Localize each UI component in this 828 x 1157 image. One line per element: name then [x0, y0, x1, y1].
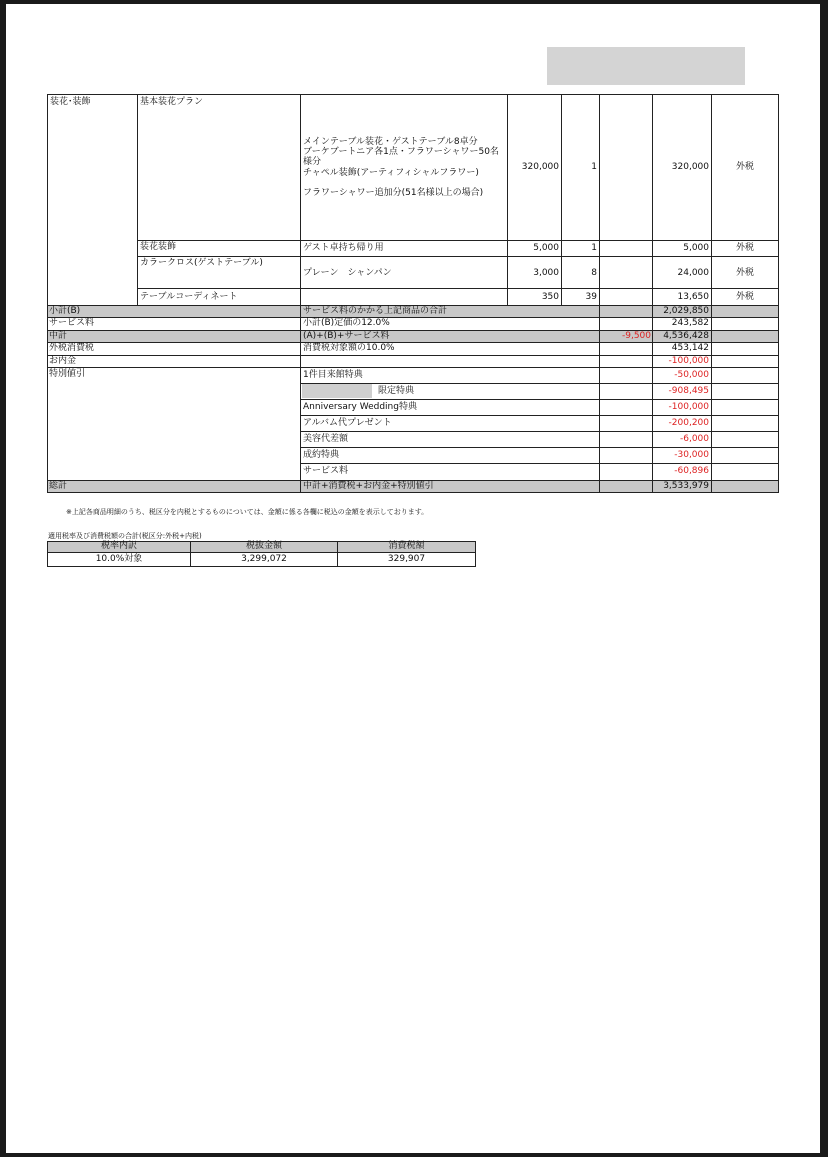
discount-amount: -50,000 — [674, 370, 709, 380]
item-tax-type: 外税 — [735, 243, 754, 253]
discount-desc: アルバム代プレゼント — [303, 418, 392, 428]
summary-label: サービス料 — [49, 318, 95, 328]
tax-note: ※上記各商品明細のうち、税区分を内税とするものについては、金額に係る各欄に税込の金額を表示しております。 — [66, 508, 429, 516]
discount-amount: -6,000 — [679, 434, 709, 444]
item-amount: 5,000 — [683, 243, 709, 253]
summary-desc: 消費税対象額の10.0% — [303, 343, 395, 353]
discount-amount: -908,495 — [668, 386, 709, 396]
discount-desc: 成約特典 — [303, 450, 340, 460]
item-desc-line: フラワーシャワー追加分(51名様以上の場合) — [303, 188, 484, 198]
redacted-text-block — [302, 384, 372, 398]
item-name: 装花装飾 — [140, 242, 177, 252]
discount-desc: 限定特典 — [378, 386, 415, 396]
summary-amount: -100,000 — [668, 356, 709, 366]
item-price: 350 — [541, 292, 559, 302]
tax-table-cell: 10.0%対象 — [95, 554, 143, 564]
tax-table-cell: 3,299,072 — [241, 554, 287, 564]
category-label: 装花･装飾 — [50, 97, 91, 107]
summary-label: 外税消費税 — [49, 343, 95, 353]
discount-amount: -200,200 — [668, 418, 709, 428]
summary-desc: 小計(B)定価の12.0% — [303, 318, 390, 328]
tax-table-cell: 329,907 — [387, 554, 426, 564]
item-tax-type: 外税 — [735, 268, 754, 278]
item-name: カラークロス(ゲストテーブル) — [140, 258, 263, 268]
discount-desc: 1件目来館特典 — [303, 370, 363, 380]
summary-label: お内金 — [49, 356, 77, 366]
item-price: 5,000 — [533, 243, 559, 253]
summary-amount: 453,142 — [671, 343, 709, 353]
summary-desc: (A)+(B)+サービス料 — [303, 331, 390, 341]
item-desc-line: チャペル装飾(アーティフィシャルフラワー) — [303, 168, 479, 178]
discount-amount: -60,896 — [674, 466, 709, 476]
item-desc: プレーン シャンパン — [303, 268, 392, 278]
item-qty: 1 — [591, 162, 597, 172]
total-desc: 中計+消費税+お内金+特別値引 — [303, 481, 434, 491]
item-desc: ゲスト卓持ち帰り用 — [303, 243, 384, 253]
discount-label: 特別値引 — [49, 369, 86, 379]
discount-desc: サービス料 — [303, 466, 349, 476]
item-amount: 320,000 — [671, 162, 709, 172]
item-tax-type: 外税 — [735, 162, 754, 172]
item-price: 320,000 — [521, 162, 559, 172]
summary-amount: 2,029,850 — [663, 306, 709, 316]
discount-amount: -100,000 — [668, 402, 709, 412]
total-label: 総計 — [49, 481, 68, 491]
total-amount: 3,533,979 — [663, 481, 709, 491]
summary-amount: 4,536,428 — [663, 331, 709, 341]
discount-desc: 美容代差額 — [303, 434, 349, 444]
summary-amount: 243,582 — [671, 318, 709, 328]
tax-table-header: 税抜金額 — [245, 541, 282, 551]
item-desc-line: ブーケブートニア各1点・フラワーシャワー50名 — [303, 147, 499, 157]
discount-amount: -30,000 — [674, 450, 709, 460]
tax-table-header: 消費税額 — [388, 541, 425, 551]
summary-adjustment: -9,500 — [621, 331, 651, 341]
discount-desc: Anniversary Wedding特典 — [303, 402, 417, 412]
item-amount: 13,650 — [677, 292, 709, 302]
item-desc-line: 様分 — [303, 157, 322, 167]
item-price: 3,000 — [533, 268, 559, 278]
summary-label: 小計(B) — [49, 306, 81, 316]
summary-label: 中計 — [49, 331, 68, 341]
summary-desc: サービス料のかかる上記商品の合計 — [303, 306, 448, 316]
item-name: テーブルコーディネート — [140, 292, 238, 302]
item-qty: 1 — [591, 243, 597, 253]
item-desc-line: メインテーブル装花・ゲストテーブル8卓分 — [303, 137, 478, 147]
tax-table-caption: 適用税率及び消費税額の合計(税区分:外税+内税) — [48, 532, 202, 540]
redacted-header-block — [547, 47, 745, 85]
item-qty: 39 — [585, 292, 597, 302]
item-amount: 24,000 — [677, 268, 709, 278]
tax-table-header: 税率内訳 — [100, 541, 137, 551]
item-tax-type: 外税 — [735, 292, 754, 302]
item-qty: 8 — [591, 268, 597, 278]
item-name: 基本装花プラン — [140, 97, 204, 107]
